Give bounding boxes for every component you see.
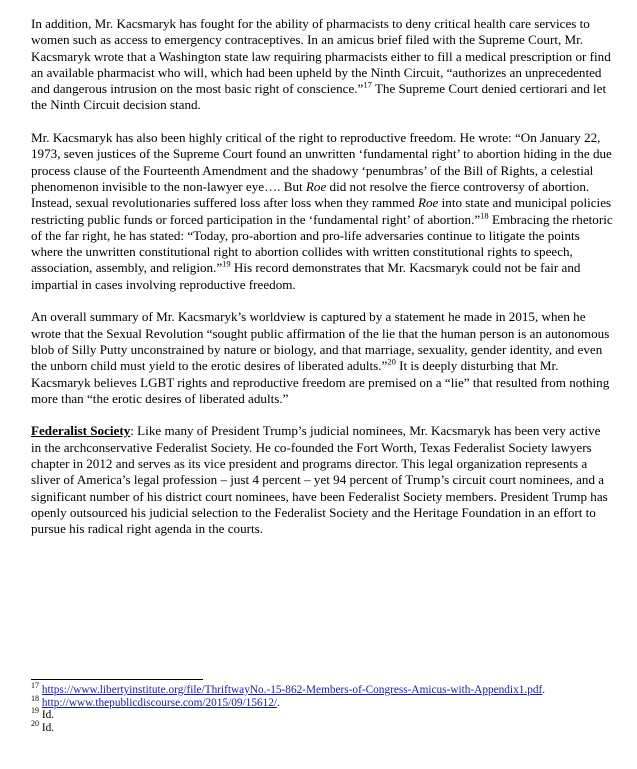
paragraph-federalist-society [31,423,613,537]
paragraph-text: : Like many of President Trump’s judicial nominees, Mr. Kacsmaryk has been very active in the archconservative Federalist Society. He co-founded the Fort Worth, Texas Federalist Society lawyers chapter in 2012 and serves as its vice president and programs director. This legal organization represents a sliver of America’s legal profession – just 4 percent – yet 94 percent of Trump’s circuit court nominees, and a significant number of his district court nominees, have been Federalist Society members. President Trump has openly outsourced his judicial selection to the Federalist Society and the Heritage Foundation in an effort to pursue his radical right agenda in the courts. [31,423,608,537]
paragraph-pharmacists [31,16,613,114]
case-name-roe: Roe [418,195,439,211]
paragraph-text: Embracing the rhetoric of the far right, he has stated: “Today, pro-abortion and pro-life adversaries continue to litigate the points where the unwritten constitutional right to abortion collides with written constitutional rights to speech, association, assembly, and religion.” [31,211,613,276]
footnote-text: Id. [39,721,55,734]
document-body [31,16,613,554]
case-name-roe: Roe [305,178,327,194]
paragraph-text: In addition, Mr. Kacsmaryk has fought for the ability of pharmacists to deny critical health care services to women such as access to emergency contraceptives. In an amicus brief filed with the Supreme Court, Mr. Kacsmaryk wrote that a Washington state law requiring pharmacists either to fill a medical prescription or find an available pharmacist who will, which had been upheld by the Ninth Circuit, “authorizes an unprecedented and dangerous intrusion on the most basic right of conscience.” [31,16,611,97]
footnote-number: 18 [31,693,39,703]
paragraph-worldview [31,309,613,407]
footnote-text: Id. [39,709,55,722]
footnote-reference[interactable]: 19 [222,259,231,270]
paragraph-reproductive-freedom [31,130,613,293]
paragraph-text: His record demonstrates that Mr. Kacsmaryk could not be fair and impartial in cases involving reproductive freedom. [31,260,581,292]
footnote-number: 17 [31,681,39,691]
footnote-link[interactable]: https://www.libertyinstitute.org/file/ThriftwayNo.-15-862-Members-of-Congress-Amicus-with-Appendix1.pdf [41,684,543,696]
paragraph-text: The Supreme Court denied certiorari and let the Ninth Circuit decision stand. [31,81,607,113]
footnote-reference[interactable]: 17 [363,79,372,90]
footnote [31,719,613,735]
footnote [31,693,613,710]
footnote-text: . [542,684,546,696]
footnote-separator [31,679,203,680]
footnote-reference[interactable]: 18 [480,210,489,221]
paragraph-text: into state and municipal policies restricting public funds or forced participation in the ‘fundamental right’ of abortion.” [31,195,612,227]
footnote-number: 20 [31,719,39,729]
footnote-text: . [277,696,280,709]
footnote [31,681,613,697]
footnote-link[interactable]: http://www.thepublicdiscourse.com/2015/09/15612/ [41,696,278,709]
paragraph-text: did not resolve the fierce controversy of abortion. Instead, sexual revolutionaries suffered loss after loss when they rammed [31,178,590,211]
footnote-number: 19 [31,706,39,716]
footnotes [31,681,613,734]
footnote-reference[interactable]: 20 [387,356,396,367]
paragraph-text: It is deeply disturbing that Mr. Kacsmaryk believes LGBT rights and reproductive freedom are premised on a “lie” that resulted from nothing more than “the erotic desires of liberated adults.” [31,358,610,406]
footnote [31,706,613,722]
paragraph-text: An overall summary of Mr. Kacsmaryk’s worldview is captured by a statement he made in 2015, when he wrote that the Sexual Revolution “sought public affirmation of the lie that the human person is an autonomous blob of Silly Putty unconstrained by nature or biology, and that marriage, sexuality, gender identity, and even the unborn child must yield to the erotic desires of liberated adults.” [31,309,610,374]
paragraph-text: Mr. Kacsmaryk has also been highly critical of the right to reproductive freedom. He wrote: “On January 22, 1973, seven justices of the Supreme Court found an unwritten ‘fundamental right’ to abortion hiding in the due process clause of the Fourteenth Amendment and the shadowy ‘penumbras’ of the Bill of Rights, a celestial phenomenon invisible to the non-lawyer eye…. But [31,130,612,194]
section-heading: Federalist Society [31,423,131,439]
